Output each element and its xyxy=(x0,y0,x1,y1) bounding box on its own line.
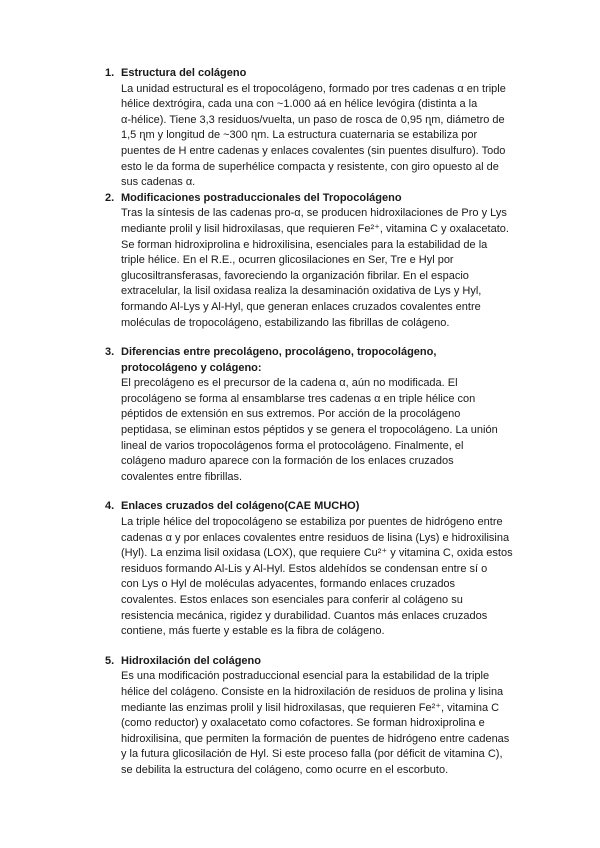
section-hidroxilacion xyxy=(104,654,540,779)
section-number: 5. xyxy=(105,654,115,667)
section-title: Estructura del colágeno xyxy=(121,67,247,79)
section-list xyxy=(104,66,540,779)
body-line: mediante las enzimas prolil y lisil hidroxilasas, que requieren Fe²⁺, vitamina C xyxy=(121,701,500,714)
body-line: covalentes. Estos enlaces son esenciales para conferir al colágeno su xyxy=(121,594,463,606)
body-line: hidroxilisina, que permiten la formación de puentes de hidrógeno entre cadenas xyxy=(121,732,510,745)
section-body xyxy=(121,669,540,778)
body-line: mediante prolil y lisil hidroxilasas, que requieren Fe²⁺, vitamina C y oxalacetato. xyxy=(121,222,509,235)
body-line: Es una modificación postraduccional esencial para la estabilidad de la triple xyxy=(121,670,490,683)
section-number: 3. xyxy=(105,346,115,359)
section-body xyxy=(121,206,540,331)
section-number: 1. xyxy=(105,67,115,79)
body-line: sus cadenas α. xyxy=(121,176,196,189)
body-line: triple hélice. En el R.E., ocurren glicosilaciones en Ser, Tre e Hyl por xyxy=(121,254,454,267)
section-title: Hidroxilación del colágeno xyxy=(121,654,261,667)
body-line: La triple hélice del tropocolágeno se estabiliza por puentes de hidrógeno entre xyxy=(121,516,503,529)
body-line: péptidos de extensión en sus extremos. Por acción de la procolágeno xyxy=(121,408,461,421)
body-line: hélice del colágeno. Consiste en la hidroxilación de residuos de prolina y lisina xyxy=(121,685,504,698)
body-line: (como reductor) y oxalacetato como cofactores. Se forman hidroxiprolina e xyxy=(121,717,485,730)
body-line: puentes de H entre cadenas y enlaces covalentes (sin puentes disulfuro). Todo xyxy=(121,144,506,157)
body-line: cadenas α y por enlaces covalentes entre residuos de lisina (Lys) e hidroxilisina xyxy=(121,531,510,544)
body-line: (Hyl). La enzima lisil oxidasa (LOX), que requiere Cu²⁺ y vitamina C, oxida estos xyxy=(121,547,513,560)
body-line: contiene, más fuerte y estable es la fibra de colágeno. xyxy=(121,625,385,638)
body-line: y la futura glicosilación de Hyl. Si este proceso falla (por déficit de vitamina C), xyxy=(121,748,503,761)
section-enlaces xyxy=(104,499,540,639)
body-line: extracelular, la lisil oxidasa realiza la desaminación oxidativa de Lys y Hyl, xyxy=(121,285,482,298)
section-body xyxy=(121,376,540,485)
body-line: residuos formando Al-Lis y Al-Hyl. Estos aldehídos se condensan entre sí o xyxy=(121,562,488,575)
body-line: glucosiltransferasas, favoreciendo la organización fibrilar. En el espacio xyxy=(121,269,469,282)
section-estructura xyxy=(104,66,540,191)
body-line: formando Al-Lys y Al-Hyl, que generan enlaces cruzados covalentes entre xyxy=(121,300,481,313)
body-line: covalentes entre fibrillas. xyxy=(121,470,243,483)
section-diferencias xyxy=(104,345,540,485)
section-title: Enlaces cruzados del colágeno(CAE MUCHO) xyxy=(121,500,360,513)
body-line: se debilita la estructura del colágeno, como ocurre en el escorbuto. xyxy=(121,763,449,776)
section-title: Diferencias entre precolágeno, procolágeno, tropocolágeno, xyxy=(121,346,437,359)
section-spacer xyxy=(104,485,540,499)
section-spacer xyxy=(104,331,540,345)
body-line: moléculas de tropocolágeno, estabilizando las fibrillas de colágeno. xyxy=(121,316,450,329)
body-line: El precolágeno es el precursor de la cadena α, aún no modificada. El xyxy=(121,377,458,390)
section-number: 2. xyxy=(105,191,115,204)
body-line: peptidasa, se eliminan estos péptidos y se genera el tropocolágeno. La unión xyxy=(121,424,498,437)
section-spacer xyxy=(104,640,540,654)
body-line: lineal de varios tropocolágenos forma el protocolágeno. Finalmente, el xyxy=(121,439,464,452)
body-line: La unidad estructural es el tropocolágeno, formado por tres cadenas α en triple xyxy=(121,82,506,95)
body-line: con Lys o Hyl de moléculas adyacentes, formando enlaces cruzados xyxy=(121,578,456,591)
body-line: colágeno maduro aparece con la formación de los enlaces cruzados xyxy=(121,455,454,468)
section-modificaciones xyxy=(104,191,540,331)
body-line: procolágeno se forma al ensamblarse tres cadenas α en triple hélice con xyxy=(121,392,476,405)
body-line: hélice dextrógira, cada una con ~1.000 aá en hélice levógira (distinta a la xyxy=(121,98,478,111)
section-body xyxy=(121,515,540,640)
body-line: esto le da forma de superhélice compacta y resistente, con giro opuesto al de xyxy=(121,160,499,173)
body-line: Tras la síntesis de las cadenas pro-α, se producen hidroxilaciones de Pro y Lys xyxy=(121,207,507,220)
section-body xyxy=(121,82,540,191)
body-line: 1,5 ɳm y longitud de ~300 ɳm. La estructura cuaternaria se estabiliza por xyxy=(121,129,478,142)
body-line: α-hélice). Tiene 3,3 residuos/vuelta, un paso de rosca de 0,95 ɳm, diámetro de xyxy=(121,113,505,126)
section-number: 4. xyxy=(105,500,115,513)
body-line: resistencia mecánica, rigidez y durabilidad. Cuantos más enlaces cruzados xyxy=(121,609,488,622)
section-title-line2: protocolágeno y colágeno: xyxy=(121,361,262,374)
section-title: Modificaciones postraduccionales del Tropocolágeno xyxy=(121,191,402,204)
body-line: Se forman hidroxiprolina e hidroxilisina, esenciales para la estabilidad de la xyxy=(121,238,488,251)
